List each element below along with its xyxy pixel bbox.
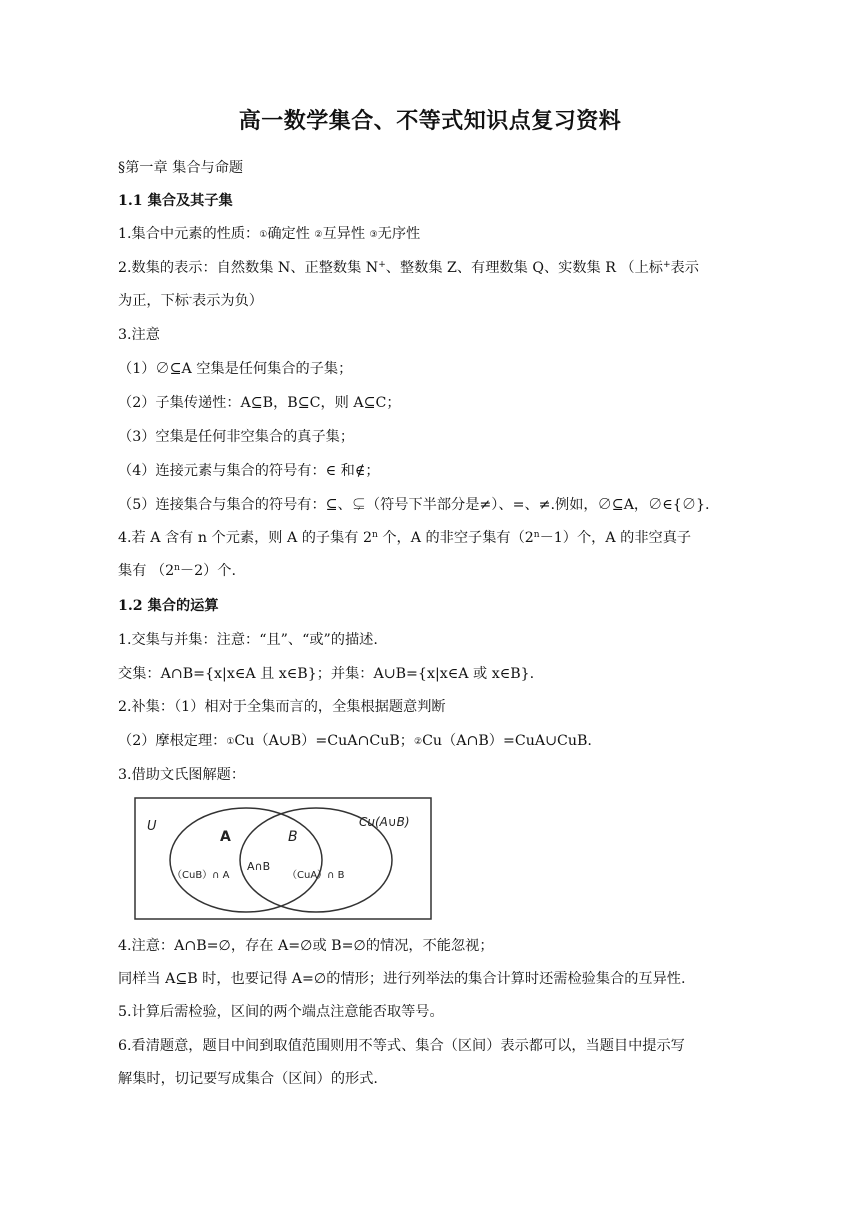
number-sets-line-2 <box>118 291 738 311</box>
section-heading-1-1: 1.1 集合及其子集 <box>118 193 233 209</box>
item1-prefix: 1.集合中元素的性质： <box>118 226 260 242</box>
circled-number-2: ② <box>314 230 323 240</box>
superscript-plus: + <box>378 260 386 270</box>
page-title: 高一数学集合、不等式知识点复习资料 <box>238 109 622 134</box>
subset-count-text-3: －1）个，A 的非空真子 <box>539 530 692 546</box>
operations-line: 3.借助文氏图解题： <box>118 767 246 783</box>
property-determinate: 确定性 <box>267 226 315 242</box>
superscript-n-2: n <box>533 530 540 540</box>
superscript-minus: - <box>188 293 192 303</box>
intersection-label: A∩B <box>247 860 271 873</box>
note-check-line: 5.计算后需检验，区间的两个端点注意能否取等号。 <box>118 1004 444 1020</box>
circled-number-3: ③ <box>369 230 378 240</box>
note-empty-set-line: 4.注意：A∩B=∅，存在 A=∅或 B=∅的情况，不能忽视； <box>118 938 494 954</box>
note-line: （1）∅⊆A 空集是任何集合的子集； <box>118 361 353 377</box>
operations-line: 交集：A∩B={x|x∈A 且 x∈B}；并集：A∪B={x|x∈A 或 x∈B}. <box>118 666 535 682</box>
superscript-n: n <box>372 530 378 540</box>
operations-line: 2.补集：（1）相对于全集而言的，全集根据题意判断 <box>118 699 446 715</box>
superscript-plus-2: + <box>662 260 671 270</box>
right-region-label: （CuA）∩ B <box>287 870 345 881</box>
number-sets-text-3: 表示 <box>670 260 699 276</box>
number-sets-text-4: 为正，下标 <box>118 293 189 309</box>
note-line: （5）连接集合与集合的符号有：⊆、⊊（符号下半部分是≠）、=、≠.例如，∅⊆A，∅∈{∅}. <box>118 497 710 513</box>
de-morgan-law-1: Cu（A∪B）=CuA∩CuB； <box>234 733 414 749</box>
chapter-heading: §第一章 集合与命题 <box>118 160 244 176</box>
universe-label: U <box>147 819 157 834</box>
left-region-label: （CuB）∩ A <box>172 870 230 881</box>
circled-number-1: ① <box>226 737 235 747</box>
subset-count-text: 4.若 A 含有 n 个元素，则 A 的子集有 2 <box>118 530 373 546</box>
note-solution-set-line: 6.看清题意，题目中间到取值范围则用不等式、集合（区间）表示都可以，当题目中提示写 <box>118 1038 685 1054</box>
operations-line: 1.交集与并集：注意：“且”、“或”的描述. <box>118 632 378 648</box>
note-line: （3）空集是任何非空集合的真子集； <box>118 429 355 445</box>
subset-count-line-2 <box>118 561 738 581</box>
note-line: （4）连接元素与集合的符号有：∈ 和∉； <box>118 463 380 479</box>
section-heading-1-2: 1.2 集合的运算 <box>118 598 219 614</box>
property-unordered: 无序性 <box>377 226 421 242</box>
property-distinct: 互异性 <box>322 226 370 242</box>
subset-count-text-4: 集有 （2 <box>118 563 175 579</box>
number-sets-text-2: 、整数集 Z、有理数集 Q、实数集 R （上标 <box>385 260 663 276</box>
complement-label: Cu(A∪B) <box>359 815 410 829</box>
note-line: （2）子集传递性：A⊆B，B⊆C，则 A⊆C； <box>118 395 401 411</box>
circled-number-2: ② <box>413 737 423 747</box>
circled-number-1: ① <box>259 230 268 240</box>
number-sets-text-5: 表示为负） <box>192 293 263 309</box>
note-solution-set-line-2: 解集时，切记要写成集合（区间）的形式. <box>118 1071 378 1087</box>
subset-count-text-5: －2）个. <box>179 563 237 579</box>
notes-heading: 3.注意 <box>118 327 160 343</box>
venn-diagram <box>134 797 434 921</box>
de-morgan-law-2: Cu（A∩B）=CuA∪CuB. <box>422 733 592 749</box>
number-sets-line-1 <box>118 258 738 278</box>
number-sets-text: 2.数集的表示：自然数集 N、正整数集 N <box>118 260 379 276</box>
set-a-label: A <box>220 829 231 845</box>
subset-count-text-2: 个，A 的非空子集有（2 <box>377 530 534 546</box>
de-morgan-line <box>118 731 738 752</box>
de-morgan-text: （2）摩根定理： <box>118 733 227 749</box>
element-properties-line <box>118 224 738 245</box>
subset-count-line-1 <box>118 528 738 548</box>
note-subset-line: 同样当 A⊆B 时，也要记得 A=∅的情形；进行列举法的集合计算时还需检验集合的互异性. <box>118 971 686 987</box>
set-b-label: B <box>288 829 298 845</box>
superscript-n-3: n <box>174 563 180 573</box>
